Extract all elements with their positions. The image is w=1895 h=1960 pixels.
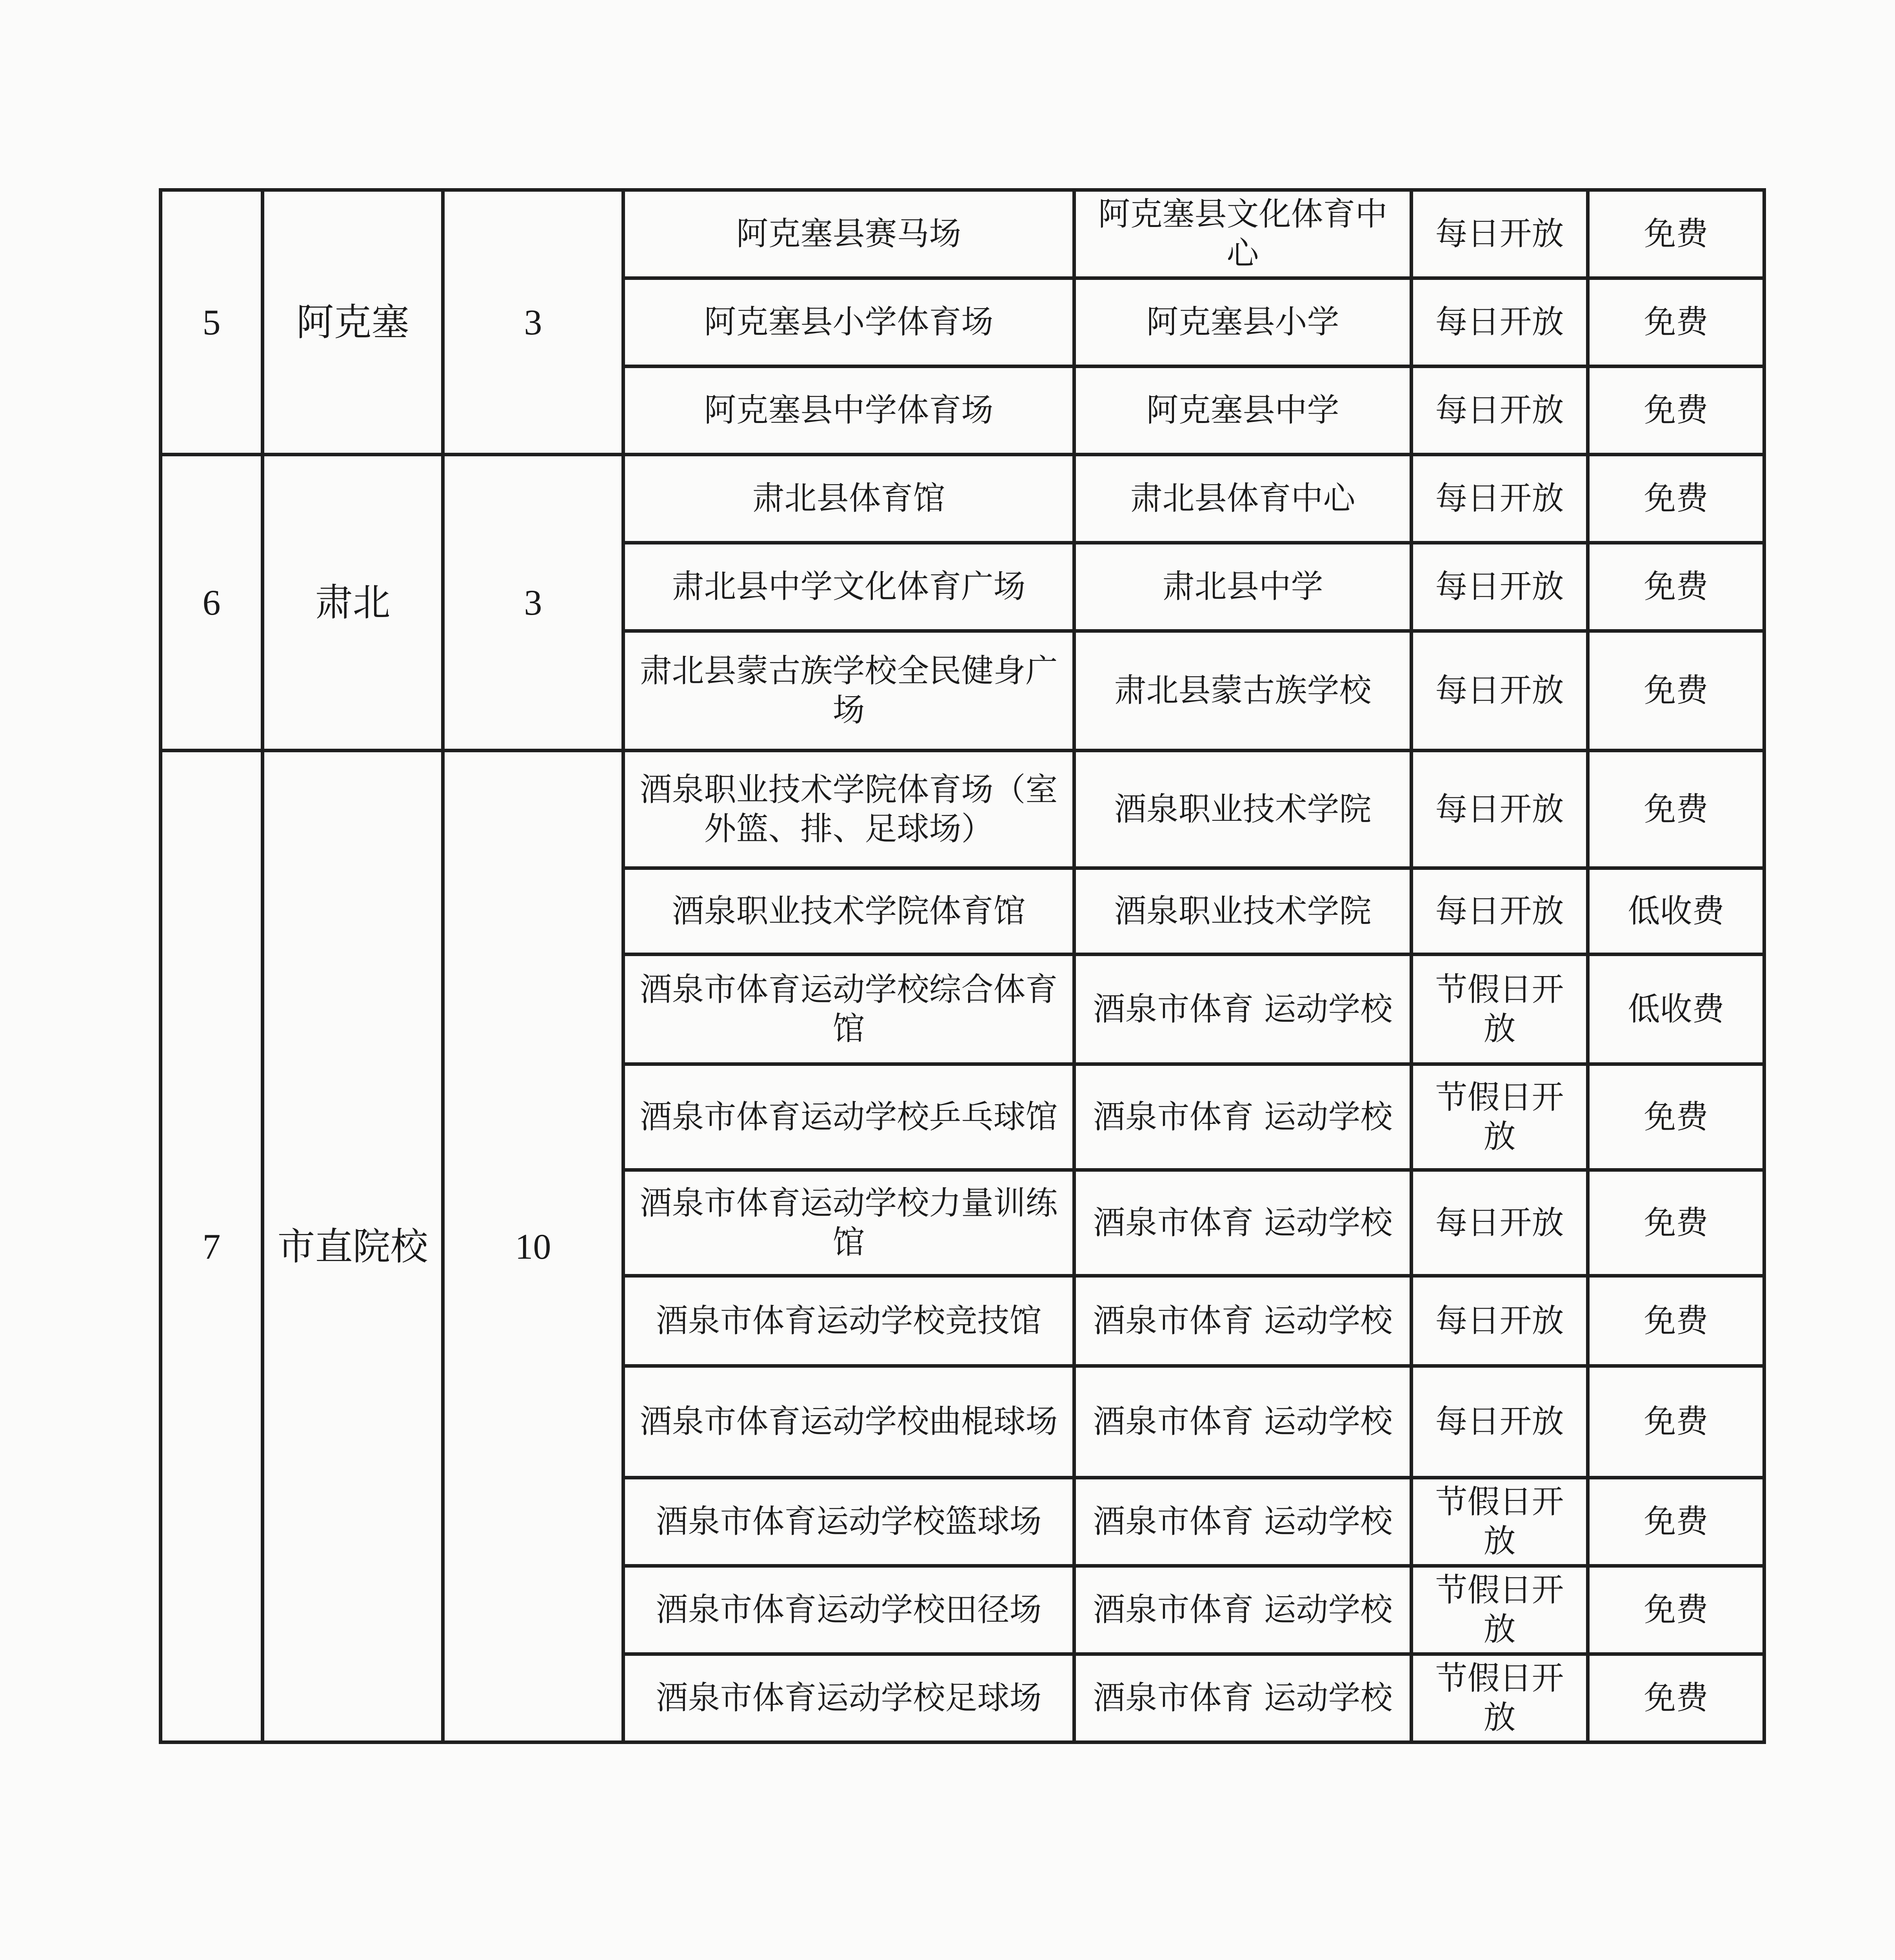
managing-unit: 酒泉职业技术学院 [1074,868,1412,955]
opening-schedule: 每日开放 [1412,1276,1588,1366]
opening-schedule: 每日开放 [1412,751,1588,868]
managing-unit: 酒泉市体育 运动学校 [1074,1276,1412,1366]
managing-unit: 肃北县中学 [1074,543,1412,631]
fee-type: 免费 [1588,751,1764,868]
fee-type: 低收费 [1588,955,1764,1064]
opening-schedule: 节假日开放 [1412,1064,1588,1170]
managing-unit: 阿克塞县中学 [1074,367,1412,455]
fee-type: 免费 [1588,190,1764,278]
venue-name: 酒泉市体育运动学校田径场 [623,1566,1074,1654]
group-venue-count: 10 [443,751,623,1742]
venue-name: 酒泉市体育运动学校力量训练馆 [623,1170,1074,1276]
managing-unit: 阿克塞县文化体育中心 [1074,190,1412,278]
venue-name: 肃北县体育馆 [623,455,1074,543]
opening-schedule: 节假日开放 [1412,1566,1588,1654]
managing-unit: 肃北县蒙古族学校 [1074,631,1412,751]
opening-schedule: 每日开放 [1412,1170,1588,1276]
managing-unit: 阿克塞县小学 [1074,278,1412,367]
venue-name: 阿克塞县中学体育场 [623,367,1074,455]
fee-type: 免费 [1588,1654,1764,1742]
fee-type: 免费 [1588,1366,1764,1478]
venue-table-body [161,190,1764,1742]
opening-schedule: 每日开放 [1412,190,1588,278]
group-number: 5 [161,190,263,455]
managing-unit: 酒泉市体育 运动学校 [1074,1654,1412,1742]
table-row [161,455,1764,543]
managing-unit: 酒泉职业技术学院 [1074,751,1412,868]
fee-type: 免费 [1588,631,1764,751]
managing-unit: 酒泉市体育 运动学校 [1074,1478,1412,1566]
fee-type: 免费 [1588,278,1764,367]
opening-schedule: 每日开放 [1412,543,1588,631]
opening-schedule: 节假日开放 [1412,955,1588,1064]
venue-name: 酒泉市体育运动学校乒乓球馆 [623,1064,1074,1170]
opening-schedule: 每日开放 [1412,868,1588,955]
venue-table [159,188,1766,1744]
venue-name: 酒泉职业技术学院体育馆 [623,868,1074,955]
opening-schedule: 每日开放 [1412,455,1588,543]
managing-unit: 酒泉市体育 运动学校 [1074,1566,1412,1654]
opening-schedule: 每日开放 [1412,631,1588,751]
venue-name: 酒泉市体育运动学校篮球场 [623,1478,1074,1566]
fee-type: 免费 [1588,1478,1764,1566]
group-region: 肃北 [263,455,443,751]
group-venue-count: 3 [443,455,623,751]
venue-name: 酒泉市体育运动学校综合体育馆 [623,955,1074,1064]
venue-name: 阿克塞县小学体育场 [623,278,1074,367]
venue-name: 肃北县蒙古族学校全民健身广场 [623,631,1074,751]
group-number: 6 [161,455,263,751]
group-region: 阿克塞 [263,190,443,455]
fee-type: 免费 [1588,1064,1764,1170]
table-row [161,190,1764,278]
fee-type: 免费 [1588,1566,1764,1654]
fee-type: 免费 [1588,543,1764,631]
managing-unit: 酒泉市体育 运动学校 [1074,1064,1412,1170]
managing-unit: 肃北县体育中心 [1074,455,1412,543]
group-region: 市直院校 [263,751,443,1742]
opening-schedule: 每日开放 [1412,1366,1588,1478]
opening-schedule: 每日开放 [1412,367,1588,455]
opening-schedule: 节假日开放 [1412,1478,1588,1566]
venue-name: 肃北县中学文化体育广场 [623,543,1074,631]
venue-name: 酒泉市体育运动学校竞技馆 [623,1276,1074,1366]
venue-name: 酒泉市体育运动学校曲棍球场 [623,1366,1074,1478]
table-row [161,751,1764,868]
fee-type: 低收费 [1588,868,1764,955]
managing-unit: 酒泉市体育 运动学校 [1074,955,1412,1064]
managing-unit: 酒泉市体育 运动学校 [1074,1170,1412,1276]
fee-type: 免费 [1588,455,1764,543]
venue-name: 酒泉市体育运动学校足球场 [623,1654,1074,1742]
opening-schedule: 每日开放 [1412,278,1588,367]
managing-unit: 酒泉市体育 运动学校 [1074,1366,1412,1478]
fee-type: 免费 [1588,1276,1764,1366]
venue-name: 阿克塞县赛马场 [623,190,1074,278]
venue-name: 酒泉职业技术学院体育场（室外篮、排、足球场） [623,751,1074,868]
opening-schedule: 节假日开放 [1412,1654,1588,1742]
fee-type: 免费 [1588,1170,1764,1276]
group-venue-count: 3 [443,190,623,455]
group-number: 7 [161,751,263,1742]
fee-type: 免费 [1588,367,1764,455]
